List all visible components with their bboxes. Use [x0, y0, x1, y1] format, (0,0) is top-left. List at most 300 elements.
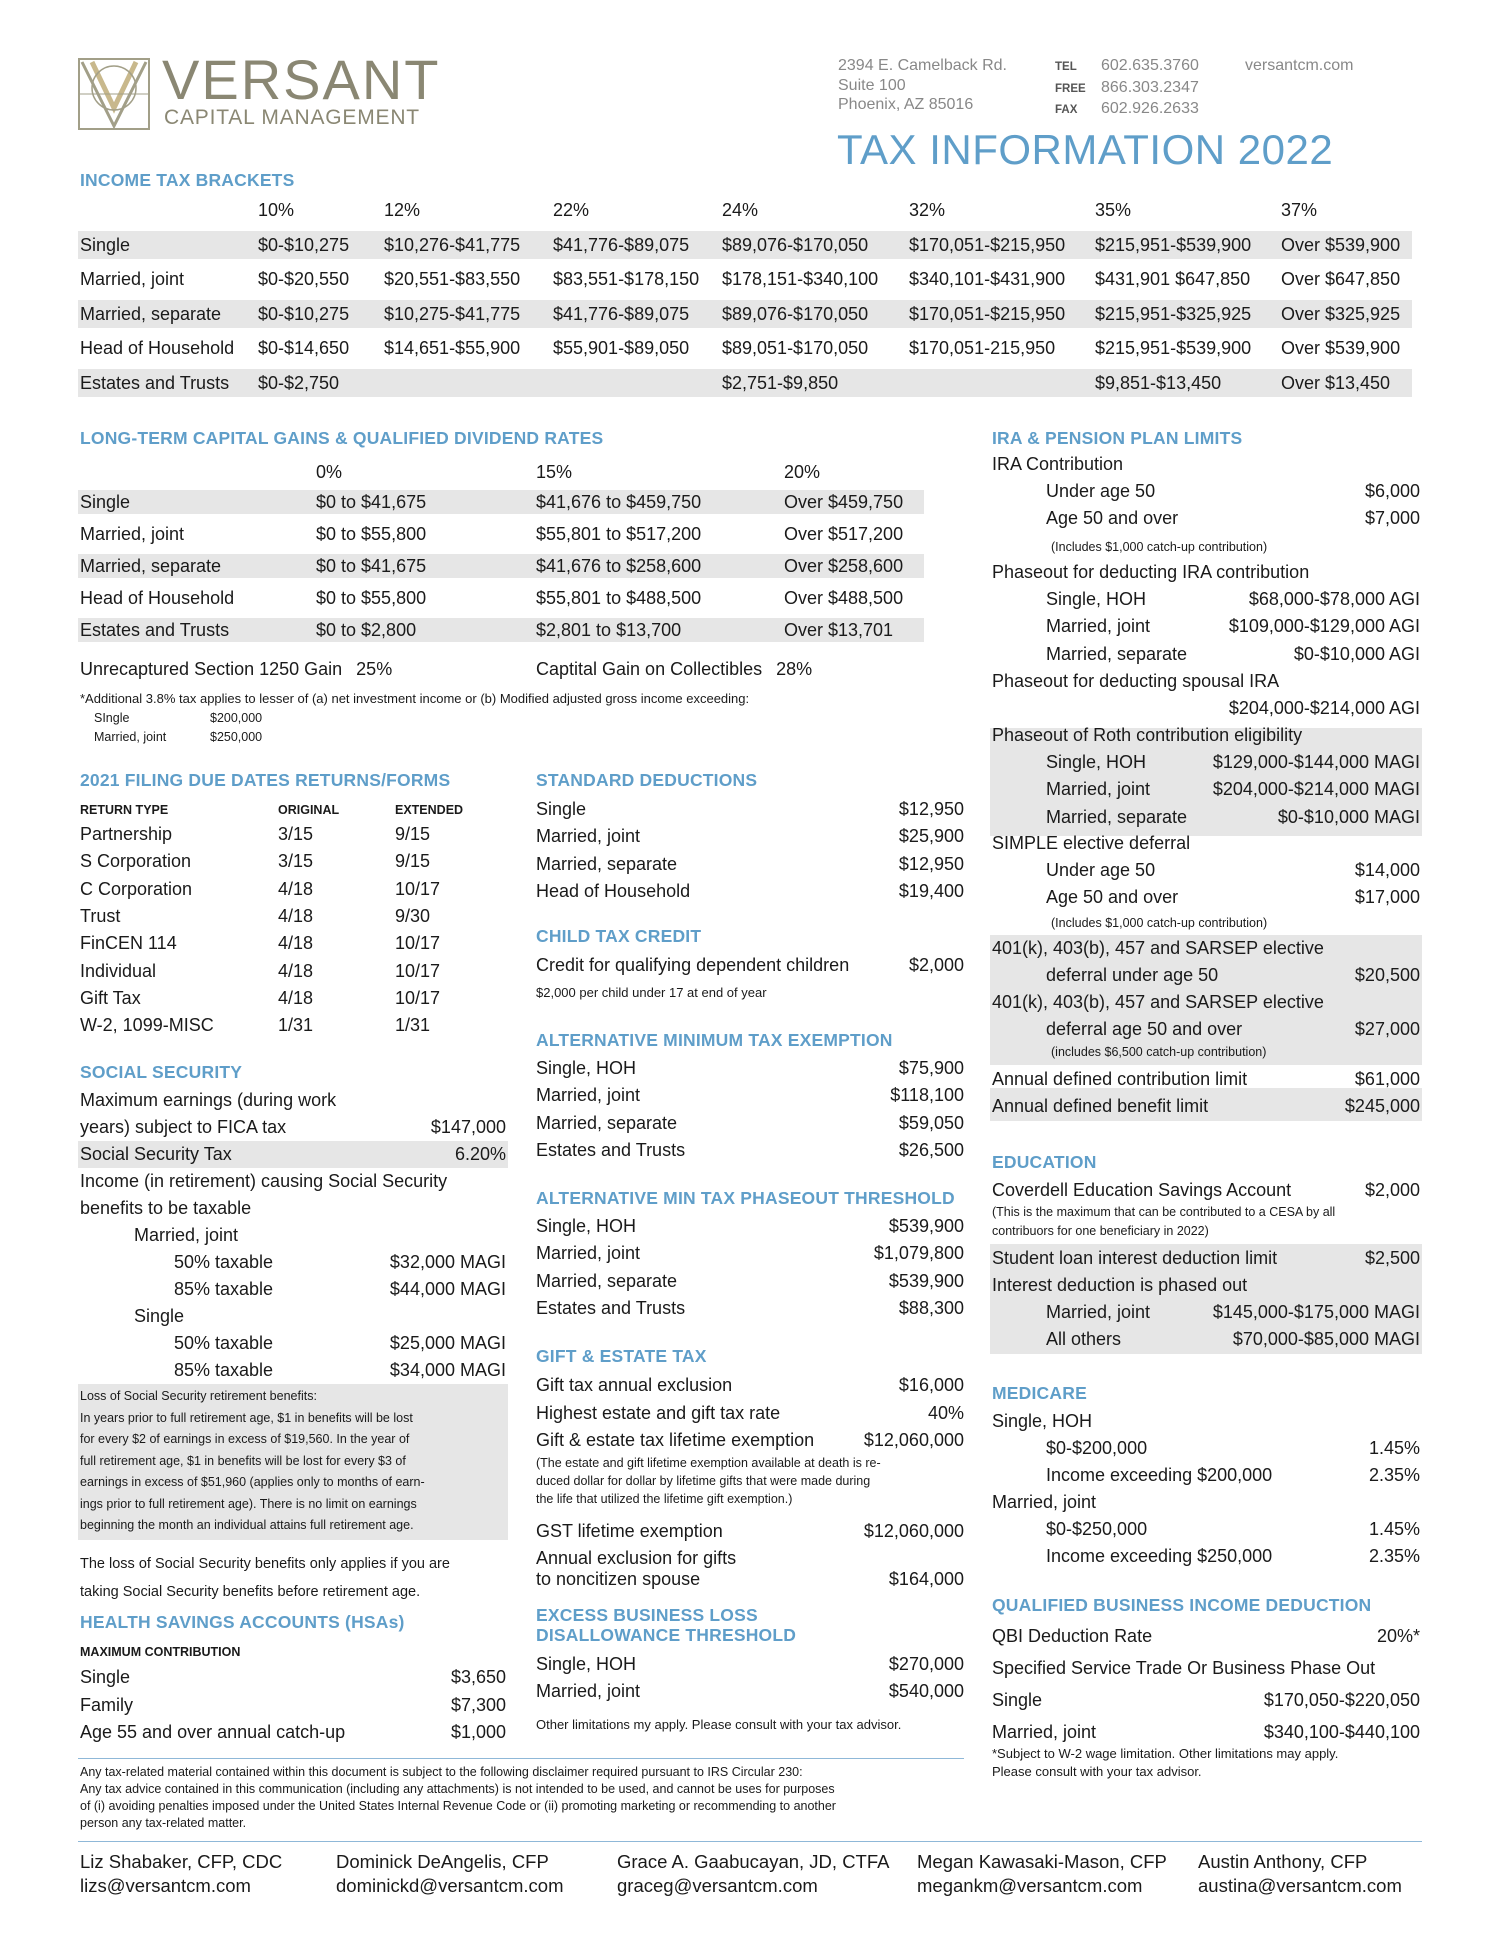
- hsa-value: $3,650: [450, 1667, 506, 1687]
- capital-gains-heading: LONG-TERM CAPITAL GAINS & QUALIFIED DIVIDEND RATES: [80, 428, 604, 448]
- website-link[interactable]: versantcm.com: [1245, 57, 1354, 74]
- ss-mj-50-value: $32,000 MAGI: [389, 1252, 506, 1272]
- spousal-ira-value: $204,000-$214,000 AGI: [1228, 698, 1420, 718]
- simple-under-50: [1046, 857, 1420, 884]
- std-deduction-value: $25,900: [898, 826, 964, 847]
- bracket-cell: Over $647,850: [1281, 269, 1401, 289]
- k401-over-50: [1046, 1016, 1420, 1043]
- bracket-rate-header: [78, 196, 1412, 224]
- filing-extended-date: 9/15: [395, 851, 431, 872]
- ss-mj-50-row: [174, 1249, 506, 1276]
- ira-phaseout-row-label: Married, joint: [1046, 616, 1151, 637]
- filing-return-type: Gift Tax: [80, 987, 141, 1008]
- capgains-row: [78, 618, 924, 642]
- contact-numbers: [1055, 56, 1199, 121]
- advisor-email[interactable]: dominickd@versantcm.com: [336, 1875, 564, 1896]
- roth-phaseout-row: [1046, 804, 1420, 831]
- bracket-rate: 37%: [1281, 200, 1318, 220]
- capgains-rate-header: [78, 458, 924, 486]
- ira-phaseout-row: [1046, 641, 1420, 668]
- bracket-cell: Over $539,900: [1281, 338, 1401, 358]
- ss-loss-line: beginning the month an individual attains full retirement age.: [80, 1518, 414, 1532]
- advisor-name: Grace A. Gaabucayan, JD, CTFA: [617, 1851, 890, 1872]
- simple-over-50: [1046, 884, 1420, 911]
- ira-under-50: [1046, 478, 1420, 505]
- filing-row: [80, 958, 480, 985]
- disclaimer-line: of (i) avoiding penalties imposed under the United States Internal Revenue Code or (ii) promoting marketing or recommending to another: [80, 1799, 836, 1813]
- ira-contribution-label: IRA Contribution: [992, 454, 1124, 474]
- bracket-row: [78, 231, 1412, 259]
- ira-phaseout-deduct-label: Phaseout for deducting IRA contribution: [992, 562, 1310, 582]
- free-label: FREE: [1055, 82, 1086, 95]
- advisor-name: Megan Kawasaki-Mason, CFP: [917, 1851, 1167, 1872]
- unrecaptured-value: 25%: [356, 659, 393, 679]
- simple-under-50-label: Under age 50: [1046, 860, 1156, 880]
- capgains-cell: $55,801 to $517,200: [536, 524, 702, 544]
- extended-col: EXTENDED: [395, 803, 464, 817]
- roth-phaseout-row-label: Married, joint: [1046, 779, 1151, 800]
- interest-phase-label: Interest deduction is phased out: [992, 1275, 1248, 1295]
- hsa-row: [80, 1692, 506, 1719]
- advisor-card: [917, 1850, 1167, 1898]
- ss-s-85-label: 85% taxable: [174, 1360, 274, 1380]
- noncitizen-label-2: to noncitizen spouse: [536, 1569, 701, 1589]
- tel-label: TEL: [1055, 61, 1077, 73]
- gift-estate-heading: GIFT & ESTATE TAX: [536, 1346, 707, 1366]
- ira-phaseout-row-value: $68,000-$78,000 AGI: [1248, 589, 1420, 609]
- ss-loss-line: for every $2 of earnings in excess of $19,560. In the year of: [80, 1432, 410, 1446]
- filing-row: [80, 903, 480, 930]
- amt-exemption-value: $26,500: [898, 1139, 964, 1160]
- std-deduction-label: Head of Household: [536, 880, 691, 901]
- bracket-row-label: Estates and Trusts: [80, 373, 230, 393]
- filing-extended-date: 10/17: [395, 933, 441, 954]
- amt-phaseout-row: [536, 1213, 964, 1240]
- filing-original-date: 3/15: [278, 851, 314, 872]
- advisor-email[interactable]: austina@versantcm.com: [1198, 1875, 1402, 1896]
- amt-exemption-value: $75,900: [898, 1058, 964, 1078]
- medicare-s-r2-label: Income exceeding $200,000: [1046, 1465, 1273, 1485]
- bracket-row: [78, 334, 1412, 362]
- capgains-cell: Over $13,701: [784, 620, 894, 640]
- filing-return-type: W-2, 1099-MISC: [80, 1015, 214, 1036]
- filing-extended-date: 10/17: [395, 960, 441, 981]
- advisor-card: [617, 1850, 889, 1898]
- unrecaptured-label: Unrecaptured Section 1250 Gain: [80, 659, 343, 679]
- bracket-cell: Over $539,900: [1281, 235, 1401, 255]
- bracket-cell: $89,051-$170,050: [722, 338, 869, 358]
- ss-loss-box: [78, 1384, 508, 1540]
- filing-row: [80, 876, 480, 903]
- ss-mj-85-label: 85% taxable: [174, 1279, 274, 1299]
- roth-phaseout-label: Phaseout of Roth contribution eligibility: [992, 725, 1303, 745]
- bracket-cell: $10,275-$41,775: [384, 304, 521, 324]
- student-loan-value: $2,500: [1364, 1248, 1420, 1268]
- address: [838, 56, 1007, 115]
- fax-number: 602.926.2633: [1101, 100, 1199, 117]
- gift-rate-label: Highest estate and gift tax rate: [536, 1403, 781, 1423]
- logo: [78, 48, 458, 133]
- simple-over-50-value: $17,000: [1354, 887, 1420, 907]
- capgains-cell: $0 to $41,675: [316, 556, 427, 576]
- bracket-cell: $340,101-$431,900: [909, 269, 1066, 289]
- bracket-row-label: Married, separate: [80, 304, 222, 324]
- ss-loss-note: [80, 1550, 450, 1606]
- qbi-mj-value: $340,100-$440,100: [1263, 1722, 1420, 1742]
- amt-exemption-value: $59,050: [898, 1112, 964, 1133]
- medicare-s-r2: [1046, 1462, 1420, 1489]
- amt-exemption-heading: ALTERNATIVE MINIMUM TAX EXEMPTION: [536, 1030, 893, 1050]
- ira-catchup-note: (Includes $1,000 catch-up contribution): [1051, 540, 1268, 554]
- filing-return-type: Trust: [80, 905, 121, 926]
- gift-annual-value: $16,000: [898, 1375, 964, 1395]
- social-security-heading: SOCIAL SECURITY: [80, 1062, 243, 1082]
- child-credit-label: Credit for qualifying dependent children: [536, 955, 850, 975]
- std-deduction-row: [536, 878, 964, 905]
- bracket-rate: 12%: [384, 200, 421, 220]
- amt-phaseout-heading: ALTERNATIVE MIN TAX PHASEOUT THRESHOLD: [536, 1188, 955, 1208]
- ss-max-value: $147,000: [430, 1117, 506, 1137]
- capgains-row-label: Married, separate: [80, 556, 222, 576]
- advisor-name: Austin Anthony, CFP: [1198, 1851, 1368, 1872]
- advisor-card: [1198, 1850, 1402, 1898]
- education-heading: EDUCATION: [992, 1152, 1097, 1172]
- k401-catchup-note: (includes $6,500 catch-up contribution): [1051, 1045, 1267, 1059]
- ss-income-label-2: benefits to be taxable: [80, 1198, 252, 1218]
- bracket-rate: 35%: [1095, 200, 1132, 220]
- std-deduction-value: $12,950: [898, 853, 964, 874]
- cesa-row: [992, 1177, 1420, 1204]
- ss-loss-line: Loss of Social Security retirement benefits:: [80, 1389, 317, 1403]
- std-deduction-label: Single: [536, 799, 587, 819]
- filing-return-type: C Corporation: [80, 878, 193, 899]
- gst-label: GST lifetime exemption: [536, 1521, 723, 1541]
- bracket-cell: $215,951-$539,900: [1095, 235, 1252, 255]
- child-tax-credit-heading: CHILD TAX CREDIT: [536, 926, 702, 946]
- bracket-cell: $41,776-$89,075: [553, 235, 690, 255]
- gift-lifetime-note: [536, 1454, 881, 1508]
- bracket-cell: $83,551-$178,150: [553, 269, 700, 289]
- filing-extended-date: 9/30: [395, 905, 431, 926]
- ira-phaseout-row: [1046, 613, 1420, 640]
- qbi-note: [992, 1745, 1338, 1781]
- student-loan-row: [992, 1245, 1420, 1272]
- defined-contribution-label: Annual defined contribution limit: [992, 1069, 1248, 1089]
- roth-phaseout-row-value: $204,000-$214,000 MAGI: [1212, 779, 1420, 800]
- filing-original-date: 4/18: [278, 878, 314, 899]
- gst-row: [536, 1518, 964, 1545]
- std-deduction-value: $19,400: [898, 880, 964, 901]
- medicare-heading: MEDICARE: [992, 1383, 1087, 1403]
- qbi-note-1: *Subject to W-2 wage limitation. Other limitations may apply.: [992, 1746, 1339, 1761]
- cesa-value: $2,000: [1364, 1180, 1420, 1200]
- simple-under-50-value: $14,000: [1354, 860, 1420, 880]
- child-credit-note: $2,000 per child under 17 at end of year: [536, 985, 767, 1000]
- hsa-value: $7,300: [450, 1694, 506, 1715]
- defined-benefit-label: Annual defined benefit limit: [992, 1096, 1209, 1116]
- gift-lifetime-label: Gift & estate tax lifetime exemption: [536, 1430, 815, 1450]
- edu-mj-value: $145,000-$175,000 MAGI: [1212, 1302, 1420, 1322]
- medicare-mj-r2-value: 2.35%: [1368, 1546, 1420, 1566]
- qbi-mj-row: [992, 1719, 1420, 1746]
- ss-max-label-2: years) subject to FICA tax: [80, 1117, 287, 1137]
- std-deduction-row: [536, 851, 964, 878]
- defined-benefit: [992, 1093, 1420, 1120]
- disclaimer-divider: [78, 1758, 964, 1759]
- filing-extended-date: 10/17: [395, 878, 441, 899]
- amt-exemption-row: [536, 1055, 964, 1082]
- logo-subtitle: CAPITAL MANAGEMENT: [164, 106, 420, 129]
- qbi-note-2: Please consult with your tax advisor.: [992, 1764, 1202, 1779]
- k401-under-50-label: deferral under age 50: [1046, 965, 1219, 985]
- defined-benefit-value: $245,000: [1344, 1096, 1420, 1116]
- filing-extended-date: 1/31: [395, 1015, 431, 1036]
- ss-mj-50-label: 50% taxable: [174, 1252, 274, 1272]
- amt-phaseout-label: Married, separate: [536, 1270, 678, 1291]
- noncitizen-row: [536, 1548, 964, 1590]
- bracket-cell: $55,901-$89,050: [553, 338, 690, 358]
- medicare-mj-r1: [1046, 1516, 1420, 1543]
- address-line-3: Phoenix, AZ 85016: [838, 96, 974, 113]
- ira-under-50-label: Under age 50: [1046, 481, 1156, 501]
- gift-rate-row: [536, 1400, 964, 1427]
- disclaimer-line: Any tax-related material contained within this document is subject to the following disclaimer required pursuant to IRS Circular 230:: [80, 1765, 803, 1779]
- spousal-ira-label: Phaseout for deducting spousal IRA: [992, 671, 1280, 691]
- amt-phaseout-value: $88,300: [898, 1297, 964, 1318]
- bracket-cell: $14,651-$55,900: [384, 338, 521, 358]
- bracket-row-label: Single: [80, 235, 131, 255]
- bracket-cell: Over $13,450: [1281, 373, 1391, 393]
- amt-exemption-label: Married, separate: [536, 1112, 678, 1133]
- ira-heading: IRA & PENSION PLAN LIMITS: [992, 428, 1243, 448]
- noncitizen-value: $164,000: [888, 1569, 964, 1589]
- excess-loss-label: Married, joint: [536, 1681, 641, 1702]
- hsa-heading: HEALTH SAVINGS ACCOUNTS (HSAs): [80, 1612, 405, 1632]
- sstb-label: Specified Service Trade Or Business Phase Out: [992, 1658, 1376, 1678]
- niit-single-label: SIngle: [94, 711, 130, 725]
- edu-mj-row: [1046, 1299, 1420, 1326]
- filing-return-type: FinCEN 114: [80, 933, 177, 954]
- qbi-single-value: $170,050-$220,050: [1263, 1690, 1420, 1710]
- simple-catchup-note: (Includes $1,000 catch-up contribution): [1051, 916, 1268, 930]
- bracket-row-label: Married, joint: [80, 269, 185, 289]
- ira-phaseout-row-value: $0-$10,000 AGI: [1293, 643, 1420, 664]
- edu-ao-value: $70,000-$85,000 MAGI: [1232, 1329, 1420, 1349]
- excess-loss-heading: [536, 1605, 796, 1645]
- roth-phaseout-row-label: Single, HOH: [1046, 752, 1147, 772]
- std-deduction-row: [536, 796, 964, 823]
- ss-tax-value: 6.20%: [454, 1144, 506, 1164]
- bracket-cell: $215,951-$539,900: [1095, 338, 1252, 358]
- gift-rate-value: 40%: [927, 1403, 964, 1423]
- bracket-row: [78, 369, 1412, 397]
- bracket-cell: $0-$2,750: [258, 373, 340, 393]
- capgains-cell: Over $459,750: [784, 492, 904, 512]
- ira-phaseout-row: [1046, 586, 1420, 613]
- filing-row: [80, 821, 480, 848]
- ira-over-50-label: Age 50 and over: [1046, 508, 1179, 528]
- filing-original-date: 1/31: [278, 1015, 314, 1036]
- unrecaptured-gain: [80, 656, 392, 683]
- bracket-cell: $20,551-$83,550: [384, 269, 521, 289]
- ss-loss-line: In years prior to full retirement age, $1 in benefits will be lost: [80, 1410, 413, 1425]
- ss-s-50-value: $25,000 MAGI: [389, 1333, 506, 1353]
- filing-original-date: 3/15: [278, 824, 314, 844]
- ss-max-label-1: Maximum earnings (during work: [80, 1090, 337, 1110]
- address-line-2: Suite 100: [838, 76, 906, 94]
- excess-loss-row: [536, 1678, 964, 1705]
- excess-loss-heading-2: DISALLOWANCE THRESHOLD: [536, 1625, 797, 1645]
- gst-value: $12,060,000: [863, 1521, 964, 1541]
- bracket-cell: $0-$14,650: [258, 338, 350, 358]
- qbi-rate-label: QBI Deduction Rate: [992, 1626, 1153, 1646]
- std-deduction-label: Married, separate: [536, 853, 678, 874]
- advisor-card: [80, 1850, 282, 1898]
- student-loan-label: Student loan interest deduction limit: [992, 1248, 1278, 1268]
- capgains-cell: Over $488,500: [784, 588, 904, 608]
- roth-phaseout-row: [1046, 749, 1420, 776]
- capgains-cell: $55,801 to $488,500: [536, 588, 702, 608]
- bracket-cell: $170,051-$215,950: [909, 304, 1066, 324]
- edu-mj-label: Married, joint: [1046, 1302, 1151, 1322]
- medicare-mj-r2-label: Income exceeding $250,000: [1046, 1546, 1273, 1566]
- gift-lifetime-row: [536, 1427, 964, 1454]
- roth-phaseout-row-value: $129,000-$144,000 MAGI: [1212, 752, 1420, 772]
- advisor-name: Dominick DeAngelis, CFP: [336, 1851, 549, 1872]
- ss-s-85-row: [174, 1357, 506, 1384]
- amt-phaseout-row: [536, 1268, 964, 1295]
- advisor-email[interactable]: graceg@versantcm.com: [617, 1875, 818, 1896]
- defined-contribution: [992, 1066, 1420, 1093]
- page-title: TAX INFORMATION 2022: [837, 126, 1334, 173]
- filing-row: [80, 930, 480, 957]
- capgains-row-label: Estates and Trusts: [80, 620, 230, 640]
- k401-over-50-label: deferral age 50 and over: [1046, 1019, 1243, 1039]
- gift-annual-row: [536, 1372, 964, 1399]
- medicare-s-r2-value: 2.35%: [1368, 1465, 1420, 1485]
- bracket-cell: $0-$10,275: [258, 235, 350, 255]
- ss-tax-label: Social Security Tax: [80, 1144, 232, 1164]
- capgains-cell: $41,676 to $258,600: [536, 556, 702, 576]
- capgains-row-label: Single: [80, 492, 131, 512]
- ss-loss-line: ings prior to full retirement age). There is no limit on earnings: [80, 1496, 417, 1511]
- qbi-rate-row: [992, 1623, 1420, 1650]
- excess-loss-row: [536, 1651, 964, 1678]
- capgains-cell: $0 to $55,800: [316, 588, 427, 608]
- medicare-mj-r1-label: $0-$250,000: [1046, 1519, 1148, 1539]
- amt-exemption-row: [536, 1137, 964, 1164]
- capgains-row: [78, 586, 924, 610]
- capgains-cell: $0 to $41,675: [316, 492, 427, 512]
- qbi-single-row: [992, 1687, 1420, 1714]
- ira-over-50-value: $7,000: [1364, 508, 1420, 528]
- capgains-row: [78, 522, 924, 546]
- disclaimer-line: person any tax-related matter.: [80, 1816, 247, 1830]
- cesa-label: Coverdell Education Savings Account: [992, 1180, 1292, 1200]
- bracket-rate: 22%: [553, 200, 590, 220]
- ss-s-50-label: 50% taxable: [174, 1333, 274, 1353]
- niit-mj-label: Married, joint: [94, 730, 167, 744]
- amt-exemption-row: [536, 1110, 964, 1137]
- amt-exemption-value: $118,100: [890, 1085, 964, 1106]
- filing-original-date: 4/18: [278, 987, 314, 1008]
- ss-loss-note-1: The loss of Social Security benefits only applies if you are: [80, 1556, 450, 1572]
- k401-under-50: [1046, 962, 1420, 989]
- collectibles-label: Captital Gain on Collectibles: [536, 659, 763, 679]
- collectibles-gain: [536, 656, 812, 683]
- defined-contribution-value: $61,000: [1354, 1069, 1420, 1089]
- ira-phaseout-row-value: $109,000-$129,000 AGI: [1228, 616, 1420, 637]
- amt-phaseout-label: Estates and Trusts: [536, 1297, 686, 1318]
- capgains-cell: Over $517,200: [784, 524, 904, 544]
- capgains-cell: Over $258,600: [784, 556, 904, 576]
- amt-phaseout-label: Married, joint: [536, 1243, 641, 1264]
- capgains-cell: $0 to $2,800: [316, 620, 417, 640]
- filing-original-date: 4/18: [278, 933, 314, 954]
- filing-row: [80, 1012, 480, 1039]
- ira-phaseout-row-label: Married, separate: [1046, 643, 1188, 664]
- simple-deferral-label: SIMPLE elective deferral: [992, 833, 1191, 853]
- filing-original-date: 4/18: [278, 960, 314, 981]
- advisor-email[interactable]: lizs@versantcm.com: [80, 1875, 251, 1896]
- niit-thresholds: [94, 709, 262, 747]
- medicare-s-r1-value: 1.45%: [1368, 1438, 1420, 1458]
- ss-income-label-1: Income (in retirement) causing Social Security: [80, 1171, 448, 1191]
- capgains-rate: 20%: [784, 462, 821, 482]
- original-col: ORIGINAL: [278, 803, 340, 817]
- amt-exemption-label: Single, HOH: [536, 1058, 637, 1078]
- gift-annual-label: Gift tax annual exclusion: [536, 1375, 733, 1395]
- noncitizen-label-1: Annual exclusion for gifts: [536, 1548, 737, 1568]
- amt-phaseout-value: $1,079,800: [873, 1243, 964, 1264]
- bracket-cell: $0-$20,550: [258, 269, 350, 289]
- hsa-subheading: MAXIMUM CONTRIBUTION: [80, 1645, 241, 1659]
- bracket-cell: $170,051-215,950: [909, 338, 1056, 358]
- capgains-row: [78, 490, 924, 514]
- bracket-cell: $41,776-$89,075: [553, 304, 690, 324]
- bracket-cell: $2,751-$9,850: [722, 373, 839, 393]
- ss-mj-85-row: [174, 1276, 506, 1303]
- medicare-s-r1-label: $0-$200,000: [1046, 1438, 1148, 1458]
- child-credit-row: [536, 952, 964, 979]
- tel-number[interactable]: 602.635.3760: [1101, 57, 1199, 74]
- bracket-cell: $89,076-$170,050: [722, 235, 869, 255]
- capgains-rate: 0%: [316, 462, 343, 482]
- hsa-row: [80, 1664, 506, 1691]
- footer-divider: [78, 1841, 1422, 1842]
- bracket-cell: $10,276-$41,775: [384, 235, 521, 255]
- amt-exemption-label: Married, joint: [536, 1085, 641, 1106]
- excess-loss-value: $270,000: [888, 1654, 964, 1674]
- address-line-1: 2394 E. Camelback Rd.: [838, 57, 1007, 74]
- roth-phaseout-row: [1046, 776, 1420, 803]
- free-number[interactable]: 866.303.2347: [1101, 78, 1199, 96]
- amt-exemption-label: Estates and Trusts: [536, 1139, 686, 1160]
- bracket-cell: $89,076-$170,050: [722, 304, 869, 324]
- excess-loss-note: Other limitations my apply. Please consult with your tax advisor.: [536, 1717, 902, 1732]
- ss-s-50-row: [174, 1330, 506, 1357]
- capgains-cell: $0 to $55,800: [316, 524, 427, 544]
- cesa-note-1: (This is the maximum that can be contributed to a CESA by all: [992, 1205, 1336, 1219]
- bracket-cell: $9,851-$13,450: [1095, 373, 1222, 393]
- capgains-cell: $41,676 to $459,750: [536, 492, 702, 512]
- qbi-heading: QUALIFIED BUSINESS INCOME DEDUCTION: [992, 1595, 1372, 1615]
- filing-return-type: Partnership: [80, 824, 173, 844]
- ss-single-label: Single: [134, 1306, 185, 1326]
- ss-loss-line: earnings in excess of $51,960 (applies only to months of earn-: [80, 1475, 425, 1489]
- advisor-email[interactable]: megankm@versantcm.com: [917, 1875, 1143, 1896]
- filing-original-date: 4/18: [278, 905, 314, 926]
